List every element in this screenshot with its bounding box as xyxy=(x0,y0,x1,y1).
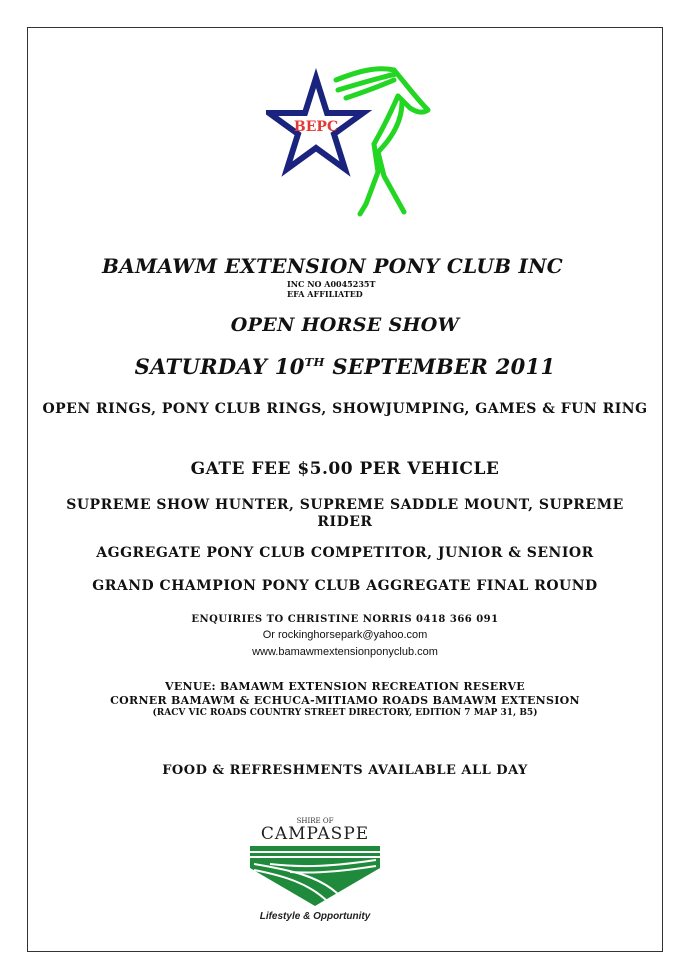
campaspe-tagline: Lifestyle & Opportunity xyxy=(259,911,371,922)
logo-initials: BEPC xyxy=(293,119,339,135)
enquiries: ENQUIRIES TO CHRISTINE NORRIS 0418 366 091 xyxy=(191,614,499,625)
date-rest: SEPTEMBER 2011 xyxy=(324,354,556,379)
rings-info: OPEN RINGS, PONY CLUB RINGS, SHOWJUMPING, GAMES & FUN RING xyxy=(42,401,648,417)
date-suffix: TH xyxy=(304,355,325,369)
flyer-page xyxy=(27,27,663,952)
shire-of-label: SHIRE OF xyxy=(296,817,334,825)
campaspe-emblem-icon xyxy=(250,846,380,906)
grand-champion: GRAND CHAMPION PONY CLUB AGGREGATE FINAL ROUND xyxy=(92,578,598,594)
website-link[interactable]: www.bamawmextensionponyclub.com xyxy=(252,646,438,658)
gate-fee: GATE FEE $5.00 PER VEHICLE xyxy=(190,459,500,479)
venue-line-3: (RACV VIC ROADS COUNTRY STREET DIRECTORY, EDITION 7 MAP 31, B5) xyxy=(152,708,538,718)
campaspe-logo xyxy=(240,814,390,929)
date-day: SATURDAY 10 xyxy=(134,354,305,379)
campaspe-name: CAMPASPE xyxy=(260,824,370,844)
star-horse-logo xyxy=(266,52,446,222)
venue-line-1: VENUE: BAMAWM EXTENSION RECREATION RESERVE xyxy=(165,680,525,693)
contact-email[interactable]: Or rockinghorsepark@yahoo.com xyxy=(262,629,428,641)
event-title: OPEN HORSE SHOW xyxy=(230,314,460,336)
club-logo xyxy=(266,52,446,222)
aggregate-competitor: AGGREGATE PONY CLUB COMPETITOR, JUNIOR & SENIOR xyxy=(96,545,594,561)
venue-line-2: CORNER BAMAWM & ECHUCA-MITIAMO ROADS BAMAWM EXTENSION xyxy=(110,694,580,707)
club-name: BAMAWM EXTENSION PONY CLUB INC xyxy=(102,254,564,278)
event-date xyxy=(28,354,662,379)
horse-icon xyxy=(336,69,428,214)
efa-affiliation: EFA AFFILIATED xyxy=(287,289,363,299)
inc-number: INC NO A0045235T xyxy=(287,279,376,289)
food-refreshments: FOOD & REFRESHMENTS AVAILABLE ALL DAY xyxy=(162,763,528,778)
supreme-awards: SUPREME SHOW HUNTER, SUPREME SADDLE MOUNT, SUPREME RIDER xyxy=(66,497,624,530)
